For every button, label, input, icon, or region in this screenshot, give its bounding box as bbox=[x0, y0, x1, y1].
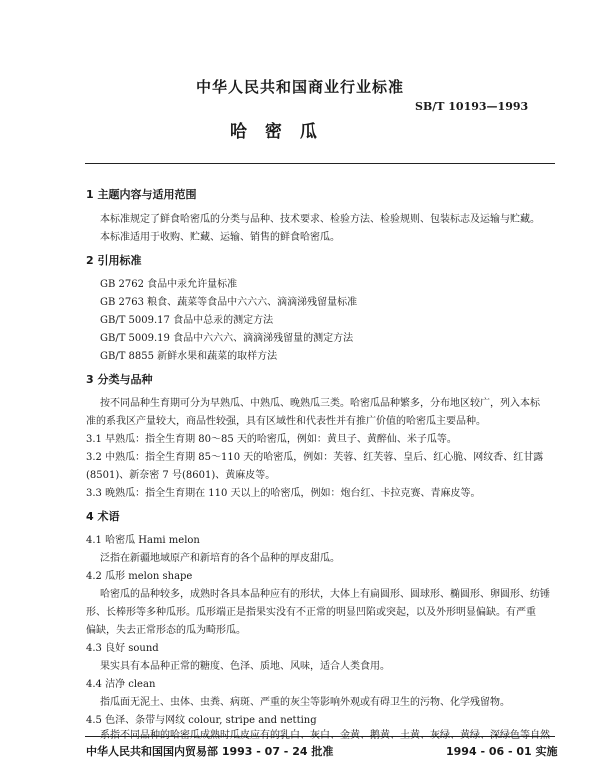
reference-item: GB/T 5009.17 食品中总汞的测定方法 bbox=[100, 315, 274, 326]
header-divider bbox=[85, 163, 555, 164]
subsection-3-1: 3.1 早熟瓜：指全生育期 80～85 天的哈密瓜，例如：黄旦子、黄醉仙、米子瓜等。 bbox=[86, 434, 457, 445]
section-3-intro-line-1: 按不同品种生育期可分为早熟瓜、中熟瓜、晚熟瓜三类。哈密瓜品种繁多，分布地区较广，列入本标 bbox=[100, 398, 540, 409]
term-4-2-line-1: 哈密瓜的品种较多，成熟时各具本品种应有的形状，大体上有扁圆形、圆球形、椭圆形、卵圆形、纺锤 bbox=[100, 589, 550, 600]
document-title: 哈 密 瓜 bbox=[230, 122, 323, 142]
section-3-heading: 3 分类与品种 bbox=[86, 373, 153, 386]
footer-divider bbox=[85, 736, 555, 737]
standard-code: SB/T 10193—1993 bbox=[415, 100, 529, 113]
term-4-3-body: 果实具有本品种正常的糖度、色泽、质地、风味，适合人类食用。 bbox=[100, 661, 390, 672]
term-4-5-title: 4.5 色泽、条带与网纹 colour, stripe and netting bbox=[86, 715, 317, 726]
section-1-heading: 1 主题内容与适用范围 bbox=[86, 188, 197, 201]
section-3-intro-line-2: 准的系我区产量较大，商品性较强，具有区域性和代表性并有推广价值的哈密瓜主要品种。 bbox=[86, 416, 486, 427]
subsection-3-2-line-1: 3.2 中熟瓜：指全生育期 85～110 天的哈密瓜，例如：芙蓉、红芙蓉、皇后、红心脆、网纹香、红甘露 bbox=[86, 452, 544, 463]
term-4-4-title: 4.4 洁净 clean bbox=[86, 679, 156, 690]
standard-title: 中华人民共和国商业行业标准 bbox=[195, 78, 404, 96]
term-4-1-body: 泛指在新疆地域原产和新培育的各个品种的厚皮甜瓜。 bbox=[100, 553, 340, 564]
reference-item: GB/T 8855 新鲜水果和蔬菜的取样方法 bbox=[100, 351, 278, 362]
approval-note: 中华人民共和国国内贸易部 1993 - 07 - 24 批准 bbox=[86, 745, 334, 758]
term-4-3-title: 4.3 良好 sound bbox=[86, 643, 159, 654]
section-1-para-2: 本标准适用于收购、贮藏、运输、销售的鲜食哈密瓜。 bbox=[100, 232, 340, 243]
reference-item: GB 2763 粮食、蔬菜等食品中六六六、滴滴涕残留量标准 bbox=[100, 297, 358, 308]
effective-date: 1994 - 06 - 01 实施 bbox=[446, 745, 558, 758]
term-4-5-line-1: 系指不同品种的哈密瓜成熟时瓜皮应有的乳白、灰白、金黄、鹅黄、土黄、灰绿、黄绿、深绿色等自然 bbox=[100, 730, 550, 741]
reference-item: GB/T 5009.19 食品中六六六、滴滴涕残留量的测定方法 bbox=[100, 333, 354, 344]
subsection-3-3: 3.3 晚熟瓜：指全生育期在 110 天以上的哈密瓜，例如：炮台红、卡拉克赛、青麻皮等。 bbox=[86, 488, 481, 499]
term-4-2-title: 4.2 瓜形 melon shape bbox=[86, 571, 193, 582]
section-4-heading: 4 术语 bbox=[86, 510, 120, 523]
section-2-heading: 2 引用标准 bbox=[86, 254, 142, 267]
term-4-4-body: 指瓜面无泥土、虫体、虫粪、病斑、严重的灰尘等影响外观或有碍卫生的污物、化学残留物。 bbox=[100, 697, 510, 708]
term-4-2-line-2: 形、长棒形等多种瓜形。瓜形端正是指果实没有不正常的明显凹陷或突起，以及外形明显偏缺。有严重 bbox=[86, 607, 536, 618]
term-4-1-title: 4.1 哈密瓜 Hami melon bbox=[86, 535, 200, 546]
term-4-2-line-3: 偏缺，失去正常形态的瓜为畸形瓜。 bbox=[86, 625, 246, 636]
section-1-para-1: 本标准规定了鲜食哈密瓜的分类与品种、技术要求、检验方法、检验规则、包装标志及运输与贮藏。 bbox=[100, 214, 540, 225]
reference-item: GB 2762 食品中汞允许量标准 bbox=[100, 279, 238, 290]
subsection-3-2-line-2: (8501)、新奈密 7 号(8601)、黄麻皮等。 bbox=[86, 470, 276, 481]
